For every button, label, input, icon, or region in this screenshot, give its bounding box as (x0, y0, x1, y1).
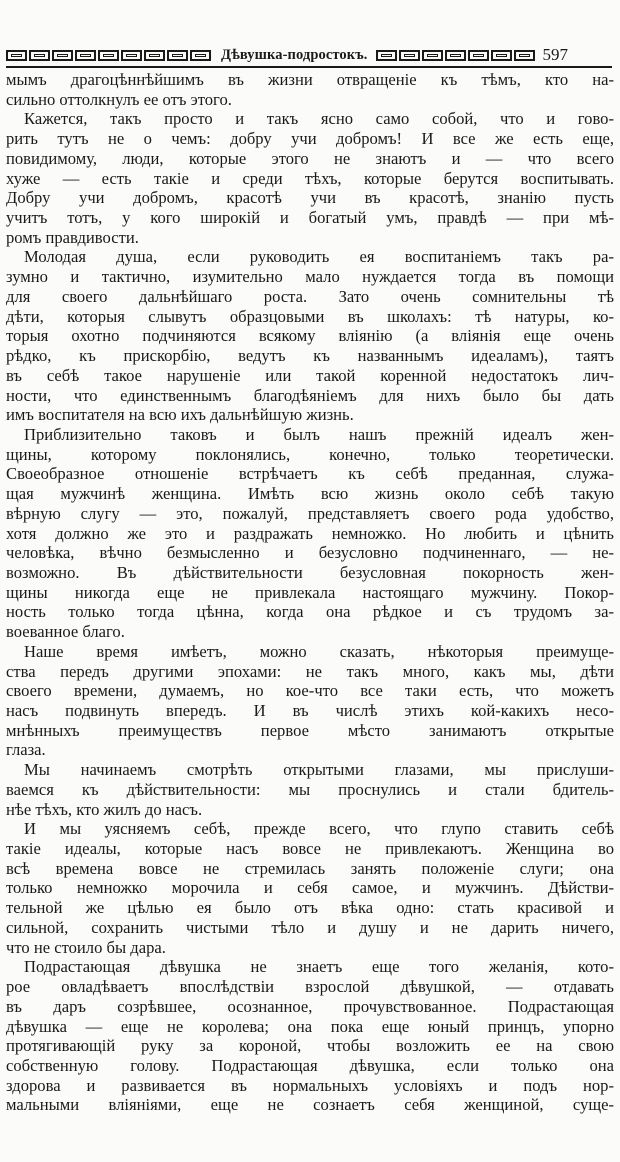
text-line: Молодая душа, если руководить ея воспитанiемъ такъ ра- (24, 247, 614, 267)
text-line: Кажется, такъ просто и такъ ясно само собой, что и гово- (24, 109, 614, 129)
text-line: дѣвушка — еще не королева; она пока еще юный принцъ, упорно (6, 1016, 614, 1036)
text-line: вѣрную слугу — это, пожалуй, представляетъ своего рода удобство, (6, 503, 614, 523)
text-line: въ себѣ такое нарушенiе или такой коренной недостатокъ лич- (6, 365, 614, 385)
text-line: Приблизительно таковъ и былъ нашъ прежнiй идеалъ жен- (24, 424, 614, 444)
text-line: нѣе тѣхъ, кто жилъ до насъ. (6, 799, 203, 819)
page-number: 597 (542, 45, 569, 64)
text-line: И мы уясняемъ себѣ, прежде всего, что глупо ставить себѣ (24, 819, 614, 839)
text-line: мальными влiянiями, еще не сознаетъ себя женщиной, суще- (6, 1095, 614, 1115)
text-line: мнѣнныхъ преимуществъ первое мѣсто занимаютъ открытые (6, 720, 614, 740)
text-line: для своего дальнѣйшаго роста. Зато очень сомнительны тѣ (6, 286, 614, 306)
ornament-box (422, 50, 443, 61)
running-title: Дѣвушка-подростокъ. (221, 46, 368, 63)
text-line: глаза. (6, 740, 46, 760)
text-line: дѣти, которыя слывутъ образцовыми въ школахъ: тѣ натуры, ко- (6, 306, 614, 326)
text-line: ства передъ другими эпохами: не такъ много, какъ мы, дѣти (6, 661, 614, 681)
text-line: рѣдко, къ прискорбiю, ведутъ къ названнымъ идеаламъ), таятъ (6, 346, 614, 366)
text-line: въ даръ созрѣвшее, осознанное, прочувствованное. Подрастающая (6, 996, 614, 1016)
text-line: щины никогда еще не привлекала настоящаго мужчину. Покор- (6, 582, 614, 602)
text-line: торыя охотно подчиняются всякому влiянiю (а влiянiя еще очень (6, 326, 614, 346)
text-line: всѣ времена вовсе не стремилась занять положенiе слуги; она (6, 858, 614, 878)
ornament-box (52, 50, 73, 61)
right-header-ornament (376, 48, 535, 62)
ornament-box (121, 50, 142, 61)
text-line: что не стоило бы дара. (6, 937, 166, 957)
text-line: только немножко морочила и себя самое, и мужчинъ. Дѣйстви- (6, 878, 614, 898)
text-line: человѣка, вѣчно безмысленно и безусловно подчиненнаго, — не- (6, 543, 614, 563)
text-line: ности, что единственнымъ благодѣянiемъ для нихъ было бы дать (6, 385, 614, 405)
text-line: хотя должно же это и раздражать немножко. Но любить и цѣнить (6, 523, 614, 543)
text-line: ромъ правдивости. (6, 227, 139, 247)
text-line: ность только тогда цѣнна, когда она рѣдкое и съ трудомъ за- (6, 602, 614, 622)
text-line: Мы начинаемъ смотрѣть открытыми глазами, мы прислуши- (24, 760, 614, 780)
text-line: зумно и тактично, изумительно мало нуждается тогда въ помощи (6, 267, 614, 287)
text-line: возможно. Въ дѣйствительности безусловная покорность жен- (6, 562, 614, 582)
ornament-box (190, 50, 211, 61)
ornament-box (98, 50, 119, 61)
left-header-ornament (6, 48, 211, 62)
ornament-box (167, 50, 188, 61)
text-line: мымъ драгоцѣннѣйшимъ въ жизни отвращенiе къ тѣмъ, кто на- (6, 70, 614, 89)
text-line: насъ подвинуть впередъ. И въ числѣ этихъ кой-какихъ несо- (6, 701, 614, 720)
text-line: сильной, сохранить чистыми тѣло и душу и не дарить ничего, (6, 917, 614, 937)
text-line: щая мужчинѣ женщина. Имѣть всю жизнь около себѣ такую (6, 484, 614, 504)
text-line: щины, которому поклонялись, конечно, только теоретически. (6, 444, 614, 464)
ornament-box (491, 50, 512, 61)
ornament-box (6, 50, 27, 61)
ornament-box (468, 50, 489, 61)
text-line: тельной же цѣлью ея было отъ вѣка одно: стать красивой и (6, 898, 614, 918)
ornament-box (445, 50, 466, 61)
text-line: повидимому, люди, которые этого не знаютъ и — что всего (6, 148, 614, 168)
text-line: воеванное благо. (6, 622, 125, 642)
text-line: здорова и развивается въ нормальныхъ условiяхъ и подъ нор- (6, 1075, 614, 1095)
text-line: сильно оттолкнулъ ее отъ этого. (6, 89, 232, 109)
text-line: протягивающiй руку за короной, чтобы возложить ее на свою (6, 1036, 614, 1056)
text-line: имъ воспитателя на всю ихъ дальнѣйшую жизнь. (6, 405, 354, 425)
text-line: рить тутъ не о чемъ: добру учи добромъ! И все же есть еще, (6, 129, 614, 149)
ornament-box (376, 50, 397, 61)
ornament-box (399, 50, 420, 61)
text-line: Наше время имѣетъ, можно сказать, нѣкоторыя преимуще- (24, 641, 614, 661)
text-line: Подрастающая дѣвушка не знаетъ еще того желанiя, кото- (24, 957, 614, 977)
ornament-box (29, 50, 50, 61)
text-line: хуже — есть такiе и среди тѣхъ, которые берутся воспитывать. (6, 168, 614, 188)
text-line: такiе идеалы, которые насъ вовсе не привлекаютъ. Женщина во (6, 839, 614, 859)
text-line: Добру учи добромъ, красотѣ учи въ красотѣ, знанiю пусть (6, 188, 614, 208)
ornament-box (514, 50, 535, 61)
text-line: рое овладѣваетъ впослѣдствiи взрослой дѣвушкой, — отдавать (6, 977, 614, 997)
body-text (6, 70, 614, 1115)
ornament-box (144, 50, 165, 61)
running-header (6, 44, 618, 66)
ornament-box (75, 50, 96, 61)
text-line: Своеобразное отношенiе встрѣчаетъ къ себѣ преданная, служа- (6, 464, 614, 484)
header-rule (6, 66, 612, 68)
text-line: своего времени, думаемъ, но кое-что все таки есть, что можетъ (6, 681, 614, 701)
text-line: собственную голову. Подрастающая дѣвушка, если только она (6, 1055, 614, 1075)
text-line: ваемся къ дѣйствительности: мы проснулись и стали бдитель- (6, 779, 614, 799)
text-line: учитъ тотъ, у кого широкiй и богатый умъ, правдѣ — при мѣ- (6, 208, 614, 228)
